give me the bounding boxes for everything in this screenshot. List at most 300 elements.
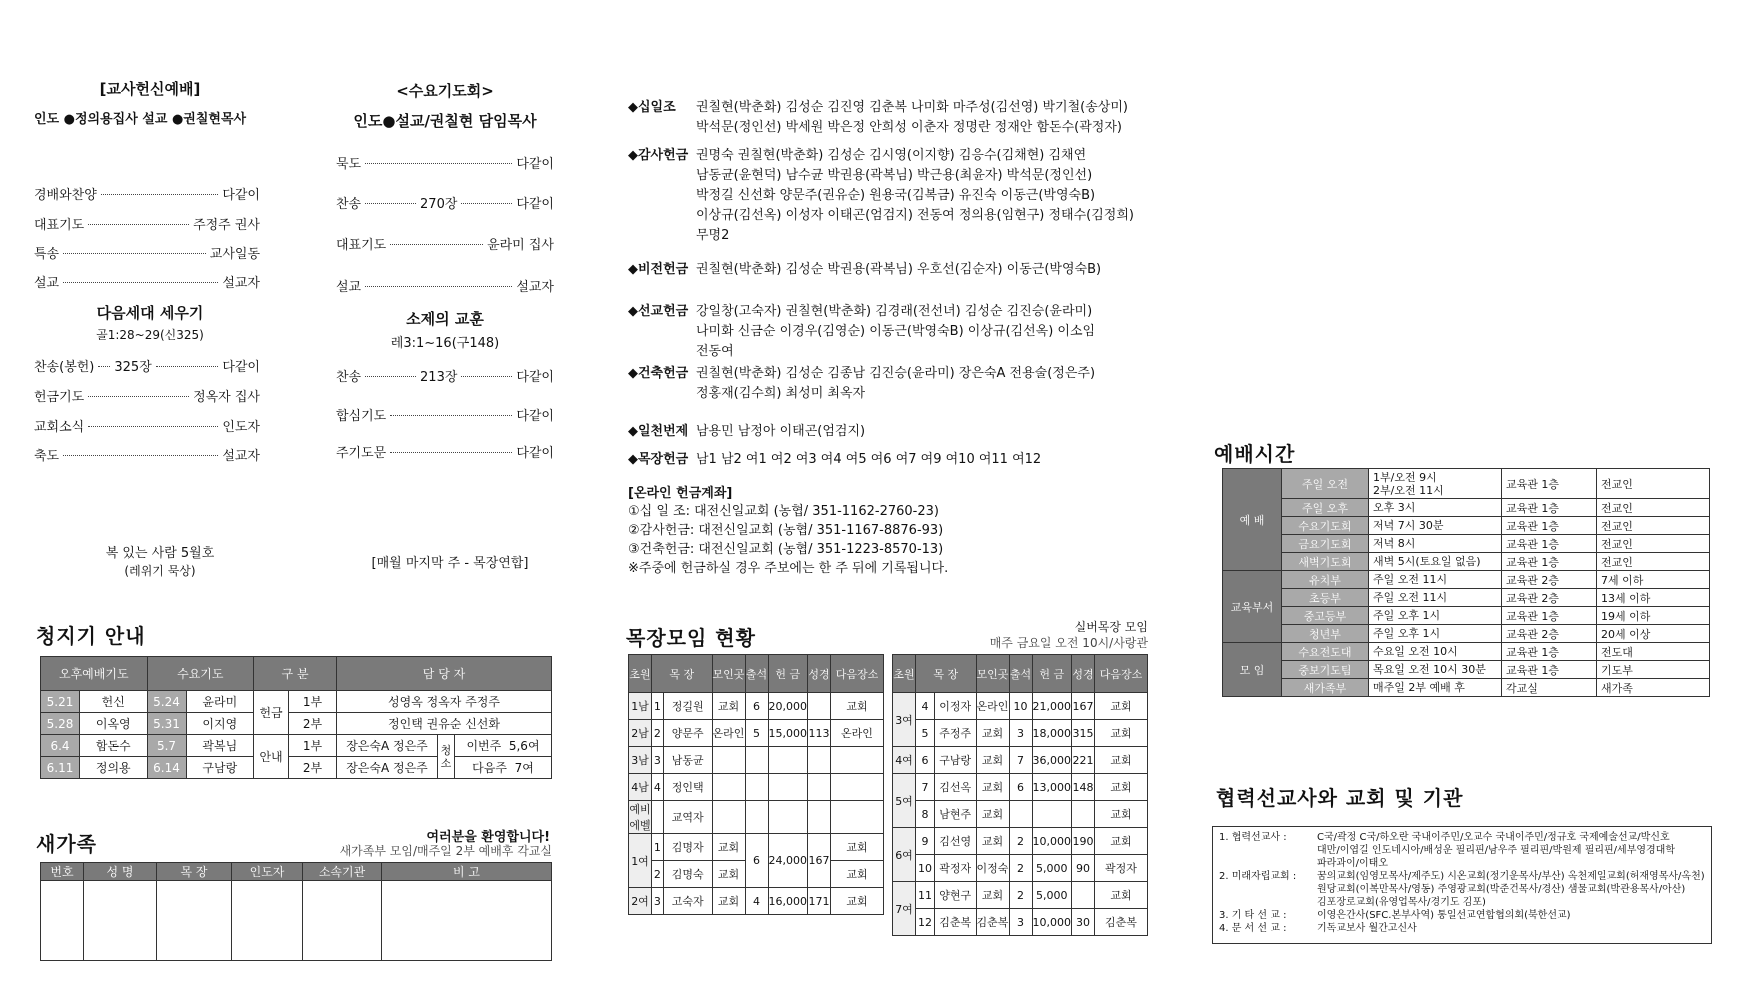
table-cell: 2남 bbox=[629, 720, 652, 747]
table-cell: 5 bbox=[745, 720, 768, 747]
table-cell: 3남 bbox=[629, 747, 652, 774]
table-cell: 교육관 2층 bbox=[1502, 571, 1597, 589]
offering-group bbox=[628, 302, 1095, 362]
order-row: 설교 설교자 bbox=[34, 276, 260, 291]
group-label: 모 임 bbox=[1223, 643, 1282, 697]
offering-line: 박정길 신선화 양문주(권유순) 원용국(김복금) 유진숙 이동근(박영숙B) bbox=[696, 188, 1096, 203]
table-cell: 교회 bbox=[1095, 801, 1148, 828]
group-label: 예 배 bbox=[1223, 469, 1282, 571]
table-cell: 교회 bbox=[976, 801, 1009, 828]
table-row bbox=[893, 693, 1148, 720]
table-cell: 수요전도대 bbox=[1282, 643, 1369, 661]
table-cell: 교회 bbox=[712, 693, 745, 720]
table-cell: 19세 이하 bbox=[1597, 607, 1710, 625]
table-row bbox=[893, 882, 1148, 909]
table-cell: 3 bbox=[652, 888, 664, 915]
table-cell: 양현구 bbox=[934, 882, 976, 909]
table-row bbox=[1223, 469, 1710, 499]
table-cell: 기도부 bbox=[1597, 661, 1710, 679]
table-cell bbox=[768, 801, 808, 834]
table-cell: 교회 bbox=[1095, 747, 1148, 774]
col-header: 성경 bbox=[1072, 655, 1095, 693]
newfamily-sub: 새가족부 모임/매주일 2부 예배후 각교실 bbox=[339, 844, 552, 858]
mission-label: 2. 미래자립교회 : bbox=[1219, 871, 1297, 882]
table-cell bbox=[652, 801, 664, 834]
table-row bbox=[629, 747, 884, 774]
col-header: 헌 금 bbox=[1032, 655, 1072, 693]
table-cell: 교역자 bbox=[663, 801, 712, 834]
table-cell: 7 bbox=[1009, 747, 1032, 774]
table-cell bbox=[1072, 801, 1095, 828]
table-row bbox=[1223, 625, 1710, 643]
table-cell: 교육관 1층 bbox=[1502, 553, 1597, 571]
table-cell: 4남 bbox=[629, 774, 652, 801]
offering-line: 나미화 신금순 이경우(김영순) 이동근(박영숙B) 이상규(김선옥) 이소임 bbox=[696, 324, 1096, 339]
table-cell: 5 bbox=[916, 720, 935, 747]
order-row: 찬송 213장 다같이 bbox=[336, 370, 554, 385]
mission-line: 이영은간사(SFC.본부사역) 통일선교연합협의회(북한선교) bbox=[1317, 910, 1571, 921]
offering-label: ◆십일조 bbox=[628, 100, 676, 115]
table-cell: 매주일 2부 예배 후 bbox=[1369, 679, 1502, 697]
table-row: 5.21 헌신 5.24 윤라미 헌금 1부 성영옥 정옥자 주정주 bbox=[41, 691, 552, 713]
offering-label: ◆감사헌금 bbox=[628, 148, 689, 163]
table-cell: 오후 3시 bbox=[1369, 499, 1502, 517]
mission-label: 4. 문 서 선 교 : bbox=[1219, 923, 1287, 934]
table-cell: 새벽 5시(토요일 없음) bbox=[1369, 553, 1502, 571]
table-row bbox=[1223, 571, 1710, 589]
col-header: 번호 bbox=[41, 863, 84, 881]
table-cell bbox=[1009, 801, 1032, 828]
table-row bbox=[629, 834, 884, 861]
table-cell bbox=[712, 774, 745, 801]
table-row: 6.4 함돈수 5.7 곽복님 안내 1부 장은숙A 정은주 청소 이번주 5,6여 bbox=[41, 735, 552, 757]
sermon-title: 소제의 교훈 bbox=[406, 310, 484, 328]
offering-names bbox=[696, 302, 1095, 362]
table-row bbox=[893, 747, 1148, 774]
table-cell: 저녁 8시 bbox=[1369, 535, 1502, 553]
service-title: [교사헌신예배] bbox=[99, 80, 201, 98]
table-row bbox=[1223, 661, 1710, 679]
table-cell: 전도대 bbox=[1597, 643, 1710, 661]
offering-line: 남용민 남정아 이태곤(엄검지) bbox=[696, 424, 866, 439]
table-cell: 수요기도회 bbox=[1282, 517, 1369, 535]
table-cell: 온라인 bbox=[976, 693, 1009, 720]
table-cell: 주일 오후 1시 bbox=[1369, 625, 1502, 643]
table-cell: 10 bbox=[916, 855, 935, 882]
table-cell: 전교인 bbox=[1597, 535, 1710, 553]
devotional-title: 복 있는 사람 5월호 bbox=[105, 546, 215, 561]
table-row bbox=[629, 720, 884, 747]
offering-line: 남동균(윤현덕) 남수균 박권용(곽복님) 박근용(최윤자) 박석문(정인선) bbox=[696, 168, 1093, 183]
table-cell: 교육관 1층 bbox=[1502, 643, 1597, 661]
col-header: 소속기관 bbox=[303, 863, 382, 881]
table-cell: 36,000 bbox=[1032, 747, 1072, 774]
table-cell: 김춘복 bbox=[1095, 909, 1148, 936]
offering-line: 박석문(정인선) 박세원 박은정 안희성 이춘자 정명란 정재안 함돈수(곽정자) bbox=[696, 120, 1122, 135]
table-cell: 각교실 bbox=[1502, 679, 1597, 697]
table-cell: 3 bbox=[1009, 720, 1032, 747]
table-cell: 5여 bbox=[893, 774, 916, 828]
table-cell: 주일 오후 1시 bbox=[1369, 607, 1502, 625]
col-header: 목 장 bbox=[916, 655, 977, 693]
table-cell: 목요일 오전 10시 30분 bbox=[1369, 661, 1502, 679]
table-cell: 교회 bbox=[712, 861, 745, 888]
table-cell: 4 bbox=[916, 693, 935, 720]
schedule-table bbox=[1222, 468, 1710, 697]
table-cell: 전교인 bbox=[1597, 517, 1710, 535]
mission-line: 파라과이/이태오 bbox=[1317, 858, 1388, 869]
mokjang-table-left bbox=[628, 654, 884, 915]
table-cell: 2 bbox=[652, 720, 664, 747]
table-cell: 113 bbox=[808, 720, 831, 747]
mission-label: 3. 기 타 선 교 : bbox=[1219, 910, 1287, 921]
mission-body bbox=[1317, 870, 1705, 909]
table-cell: 전교인 bbox=[1597, 469, 1710, 499]
table-cell: 교회 bbox=[976, 747, 1009, 774]
table-cell: 이정숙 bbox=[976, 855, 1009, 882]
table-cell: 정인택 bbox=[663, 774, 712, 801]
col-header: 수요기도 bbox=[147, 657, 254, 691]
table-cell: 주정주 bbox=[934, 720, 976, 747]
table-cell: 김명숙 bbox=[663, 861, 712, 888]
table-row bbox=[41, 881, 552, 961]
table-cell bbox=[712, 801, 745, 834]
table-row bbox=[629, 801, 884, 834]
table-cell: 정길원 bbox=[663, 693, 712, 720]
table-cell: 남동균 bbox=[663, 747, 712, 774]
table-cell: 김춘복 bbox=[934, 909, 976, 936]
table-cell: 221 bbox=[1072, 747, 1095, 774]
table-cell: 교회 bbox=[831, 861, 884, 888]
col-header: 모인곳 bbox=[976, 655, 1009, 693]
table-cell: 3 bbox=[1009, 909, 1032, 936]
table-cell: 8 bbox=[916, 801, 935, 828]
table-cell: 저녁 7시 30분 bbox=[1369, 517, 1502, 535]
col-header: 목 장 bbox=[157, 863, 232, 881]
offering-line: 무명2 bbox=[696, 228, 730, 243]
table-row bbox=[629, 888, 884, 915]
order-row: 묵도 다같이 bbox=[336, 157, 554, 172]
table-cell: 교회 bbox=[1095, 720, 1148, 747]
table-cell bbox=[1072, 882, 1095, 909]
mission-line: 원당교회(이복만목사/영동) 주영광교회(박준건목사/경산) 샘물교회(박관용목사/아산) bbox=[1317, 884, 1686, 895]
table-cell: 2 bbox=[652, 861, 664, 888]
table-row bbox=[1223, 499, 1710, 517]
col-header: 초원 bbox=[629, 655, 652, 693]
col-header: 헌 금 bbox=[768, 655, 808, 693]
table-cell: 1여 bbox=[629, 834, 652, 888]
offering-line: 이상규(김선옥) 이성자 이태곤(엄검지) 전동여 정의용(임현구) 정태수(김정희) bbox=[696, 208, 1134, 223]
table-cell: 6 bbox=[1009, 774, 1032, 801]
account-line: ②감사헌금: 대전신일교회 (농협/ 351-1167-8876-93) bbox=[628, 523, 944, 538]
missions-title: 협력선교사와 교회 및 기관 bbox=[1216, 786, 1464, 810]
table-cell: 주일 오전 11시 bbox=[1369, 589, 1502, 607]
table-cell: 교회 bbox=[1095, 828, 1148, 855]
table-cell: 167 bbox=[808, 834, 831, 888]
sermon-ref: 골1:28~29(신325) bbox=[96, 328, 204, 342]
table-cell: 김춘복 bbox=[976, 909, 1009, 936]
table-cell: 10,000 bbox=[1032, 909, 1072, 936]
table-cell: 곽정자 bbox=[1095, 855, 1148, 882]
offering-group bbox=[628, 450, 1041, 470]
mission-line: C국/곽정 C국/하오란 국내이주민/오교수 국내이주민/정규호 국제예술선교/박신호 bbox=[1317, 832, 1670, 843]
cleaning-table bbox=[40, 656, 552, 779]
table-cell: 21,000 bbox=[1032, 693, 1072, 720]
table-cell: 교회 bbox=[831, 834, 884, 861]
group-label: 교육부서 bbox=[1223, 571, 1282, 643]
table-cell: 167 bbox=[1072, 693, 1095, 720]
mission-body bbox=[1317, 831, 1675, 870]
col-header: 담 당 자 bbox=[337, 657, 552, 691]
offering-group bbox=[628, 146, 1134, 246]
sermon-title: 다음세대 세우기 bbox=[96, 304, 204, 322]
table-row bbox=[1223, 679, 1710, 697]
offering-group bbox=[628, 98, 1128, 138]
table-cell: 18,000 bbox=[1032, 720, 1072, 747]
table-cell: 온라인 bbox=[712, 720, 745, 747]
table-cell: 24,000 bbox=[768, 834, 808, 888]
table-cell: 주일 오전 bbox=[1282, 469, 1369, 499]
table-cell bbox=[1032, 801, 1072, 828]
order-row: 설교 설교자 bbox=[336, 280, 554, 295]
table-cell: 중보기도팀 bbox=[1282, 661, 1369, 679]
table-cell: 2여 bbox=[629, 888, 652, 915]
table-cell: 6 bbox=[745, 834, 768, 888]
table-cell bbox=[768, 774, 808, 801]
table-cell: 20,000 bbox=[768, 693, 808, 720]
table-cell: 4여 bbox=[893, 747, 916, 774]
table-cell: 171 bbox=[808, 888, 831, 915]
offering-names bbox=[696, 450, 1041, 470]
table-cell: 6 bbox=[745, 693, 768, 720]
mission-body bbox=[1317, 922, 1417, 935]
account-note: ※주중에 헌금하실 경우 주보에는 한 주 뒤에 기록됩니다. bbox=[628, 561, 949, 576]
order-row: 특송 교사일동 bbox=[34, 247, 260, 262]
table-cell: 16,000 bbox=[768, 888, 808, 915]
table-cell: 전교인 bbox=[1597, 553, 1710, 571]
table-cell: 1 bbox=[652, 834, 664, 861]
order-row: 합심기도 다같이 bbox=[336, 409, 554, 424]
table-cell bbox=[745, 747, 768, 774]
table-cell: 2 bbox=[1009, 882, 1032, 909]
table-cell: 교육관 1층 bbox=[1502, 535, 1597, 553]
table-row bbox=[1223, 517, 1710, 535]
table-cell: 교육관 1층 bbox=[1502, 661, 1597, 679]
sermon-ref: 레3:1~16(구148) bbox=[390, 336, 500, 351]
table-cell: 2 bbox=[1009, 828, 1032, 855]
table-cell bbox=[768, 747, 808, 774]
table-row bbox=[1223, 643, 1710, 661]
offering-group bbox=[628, 422, 865, 442]
table-cell: 교육관 1층 bbox=[1502, 517, 1597, 535]
table-cell bbox=[831, 774, 884, 801]
offering-names bbox=[696, 422, 865, 442]
col-header: 다음장소 bbox=[831, 655, 884, 693]
offering-line: 강일창(고숙자) 권칠현(박춘화) 김경래(전선녀) 김성순 김진승(윤라미) bbox=[696, 304, 1093, 319]
mission-label: 1. 협력선교사 : bbox=[1219, 832, 1287, 843]
table-cell: 10,000 bbox=[1032, 828, 1072, 855]
table-row bbox=[893, 909, 1148, 936]
order-row: 헌금기도 정옥자 집사 bbox=[34, 390, 260, 405]
table-cell: 김선영 bbox=[934, 828, 976, 855]
table-cell: 1 bbox=[652, 693, 664, 720]
order-row: 주기도문 다같이 bbox=[336, 446, 554, 461]
table-cell: 7여 bbox=[893, 882, 916, 936]
order-row: 축도 설교자 bbox=[34, 449, 260, 464]
offering-label: ◆비전헌금 bbox=[628, 262, 689, 277]
table-row bbox=[893, 720, 1148, 747]
table-cell: 5,000 bbox=[1032, 882, 1072, 909]
table-row bbox=[1223, 535, 1710, 553]
offering-line: 권칠현(박춘화) 김성순 박권용(곽복님) 우호선(김순자) 이동근(박영숙B) bbox=[696, 262, 1102, 277]
mokjang-title: 목장모임 현황 bbox=[626, 626, 756, 650]
wednesday-footer: [매월 마지막 주 - 목장연합] bbox=[371, 556, 529, 571]
table-cell: 9 bbox=[916, 828, 935, 855]
table-cell: 온라인 bbox=[831, 720, 884, 747]
table-cell bbox=[808, 801, 831, 834]
offering-line: 남1 남2 여1 여2 여3 여4 여5 여6 여7 여9 여10 여11 여12 bbox=[696, 452, 1042, 467]
col-header: 출석 bbox=[745, 655, 768, 693]
offering-line: 정홍재(김수희) 최성미 최옥자 bbox=[696, 386, 866, 401]
table-cell: 4 bbox=[652, 774, 664, 801]
table-cell: 주일 오전 11시 bbox=[1369, 571, 1502, 589]
table-cell: 청년부 bbox=[1282, 625, 1369, 643]
mission-line: 꿈의교회(임영모목사/제주도) 시온교회(정기운목사/부산) 옥천제일교회(허재영목사/옥천) bbox=[1317, 871, 1705, 882]
table-cell: 20세 이상 bbox=[1597, 625, 1710, 643]
mokjang-table-right bbox=[892, 654, 1148, 936]
table-row bbox=[629, 693, 884, 720]
table-cell bbox=[831, 747, 884, 774]
col-header: 비 고 bbox=[382, 863, 552, 881]
table-cell: 10 bbox=[1009, 693, 1032, 720]
offering-names bbox=[696, 364, 1095, 404]
table-cell bbox=[808, 747, 831, 774]
table-cell: 7세 이하 bbox=[1597, 571, 1710, 589]
order-row: 교회소식 인도자 bbox=[34, 420, 260, 435]
welcome-text: 여러분을 환영합니다! bbox=[426, 830, 550, 845]
account-line: ①십 일 조: 대전신일교회 (농협/ 351-1162-2760-23) bbox=[628, 504, 939, 519]
col-header: 구 분 bbox=[254, 657, 337, 691]
table-row bbox=[1223, 553, 1710, 571]
table-cell: 4 bbox=[745, 888, 768, 915]
table-cell: 교회 bbox=[712, 834, 745, 861]
online-accounts bbox=[628, 502, 948, 578]
col-header: 다음장소 bbox=[1095, 655, 1148, 693]
table-cell bbox=[808, 774, 831, 801]
table-row bbox=[1223, 607, 1710, 625]
table-cell: 주일 오후 bbox=[1282, 499, 1369, 517]
offering-label: ◆선교헌금 bbox=[628, 304, 689, 319]
table-cell: 새가족 bbox=[1597, 679, 1710, 697]
devotional-sub: (레위기 묵상) bbox=[124, 564, 196, 578]
newfamily-title: 새가족 bbox=[36, 832, 97, 856]
col-header: 목 장 bbox=[652, 655, 713, 693]
table-cell: 유치부 bbox=[1282, 571, 1369, 589]
table-cell: 교육관 1층 bbox=[1502, 607, 1597, 625]
table-cell: 1부/오전 9시 2부/오전 11시 bbox=[1369, 469, 1502, 499]
table-cell: 1남 bbox=[629, 693, 652, 720]
order-row: 대표기도 윤라미 집사 bbox=[336, 238, 554, 253]
col-header: 오후예배기도 bbox=[41, 657, 148, 691]
table-cell: 교회 bbox=[1095, 882, 1148, 909]
table-cell: 15,000 bbox=[768, 720, 808, 747]
table-cell: 148 bbox=[1072, 774, 1095, 801]
cleaning-title: 청지기 안내 bbox=[36, 624, 146, 648]
table-cell: 11 bbox=[916, 882, 935, 909]
table-row bbox=[893, 774, 1148, 801]
missions-box bbox=[1212, 826, 1712, 944]
table-row bbox=[629, 774, 884, 801]
table-row: 5.28 이옥영 5.31 이지영 2부 정인택 권유순 신선화 bbox=[41, 713, 552, 735]
table-cell: 13,000 bbox=[1032, 774, 1072, 801]
table-cell: 교회 bbox=[976, 720, 1009, 747]
table-cell: 6여 bbox=[893, 828, 916, 882]
offering-line: 권칠현(박춘화) 김성순 김종남 김진승(윤라미) 장은숙A 전용술(정은주) bbox=[696, 366, 1096, 381]
order-row: 찬송(봉헌) 325장 다같이 bbox=[34, 360, 260, 375]
table-cell: 교회 bbox=[712, 888, 745, 915]
table-cell: 수요일 오전 10시 bbox=[1369, 643, 1502, 661]
offering-names bbox=[696, 146, 1134, 246]
wednesday-title: <수요기도회> bbox=[396, 82, 494, 100]
offering-label: ◆일천번제 bbox=[628, 424, 689, 439]
table-cell: 초등부 bbox=[1282, 589, 1369, 607]
table-row bbox=[893, 855, 1148, 882]
table-cell: 교회 bbox=[976, 774, 1009, 801]
table-cell: 새벽기도회 bbox=[1282, 553, 1369, 571]
table-cell: 12 bbox=[916, 909, 935, 936]
table-cell: 전교인 bbox=[1597, 499, 1710, 517]
table-row bbox=[893, 828, 1148, 855]
table-cell: 교육관 1층 bbox=[1502, 499, 1597, 517]
table-cell: 교회 bbox=[831, 888, 884, 915]
table-cell: 금요기도회 bbox=[1282, 535, 1369, 553]
silver-time: 매주 금요일 오전 10시/사랑관 bbox=[989, 636, 1148, 650]
col-header: 인도자 bbox=[232, 863, 303, 881]
offering-group bbox=[628, 364, 1095, 404]
online-title: [온라인 헌금계좌] bbox=[628, 486, 733, 501]
table-cell: 7 bbox=[916, 774, 935, 801]
table-cell: 3여 bbox=[893, 693, 916, 747]
col-header: 모인곳 bbox=[712, 655, 745, 693]
order-row: 경배와찬양 다같이 bbox=[34, 188, 260, 203]
schedule-title: 예배시간 bbox=[1214, 442, 1296, 466]
table-cell: 2 bbox=[1009, 855, 1032, 882]
offering-label: ◆목장헌금 bbox=[628, 452, 689, 467]
table-cell bbox=[745, 774, 768, 801]
table-cell: 양문주 bbox=[663, 720, 712, 747]
table-cell: 13세 이하 bbox=[1597, 589, 1710, 607]
table-cell: 새가족부 bbox=[1282, 679, 1369, 697]
offering-names bbox=[696, 98, 1128, 138]
offering-line: 권칠현(박춘화) 김성순 김진영 김춘복 나미화 마주성(김선영) 박기철(송상미) bbox=[696, 100, 1128, 115]
table-cell bbox=[712, 747, 745, 774]
col-header: 초원 bbox=[893, 655, 916, 693]
table-cell: 이정자 bbox=[934, 693, 976, 720]
table-row bbox=[893, 801, 1148, 828]
table-cell: 6 bbox=[916, 747, 935, 774]
table-cell: 구남랑 bbox=[934, 747, 976, 774]
table-cell: 190 bbox=[1072, 828, 1095, 855]
table-cell: 교회 bbox=[1095, 693, 1148, 720]
mission-item bbox=[1219, 831, 1705, 870]
table-cell bbox=[745, 801, 768, 834]
order-row: 찬송 270장 다같이 bbox=[336, 197, 554, 212]
table-cell: 교회 bbox=[1095, 774, 1148, 801]
account-line: ③건축헌금: 대전신일교회 (농협/ 351-1223-8570-13) bbox=[628, 542, 944, 557]
table-cell: 교회 bbox=[976, 828, 1009, 855]
table-cell: 곽정자 bbox=[934, 855, 976, 882]
mission-body bbox=[1317, 909, 1571, 922]
